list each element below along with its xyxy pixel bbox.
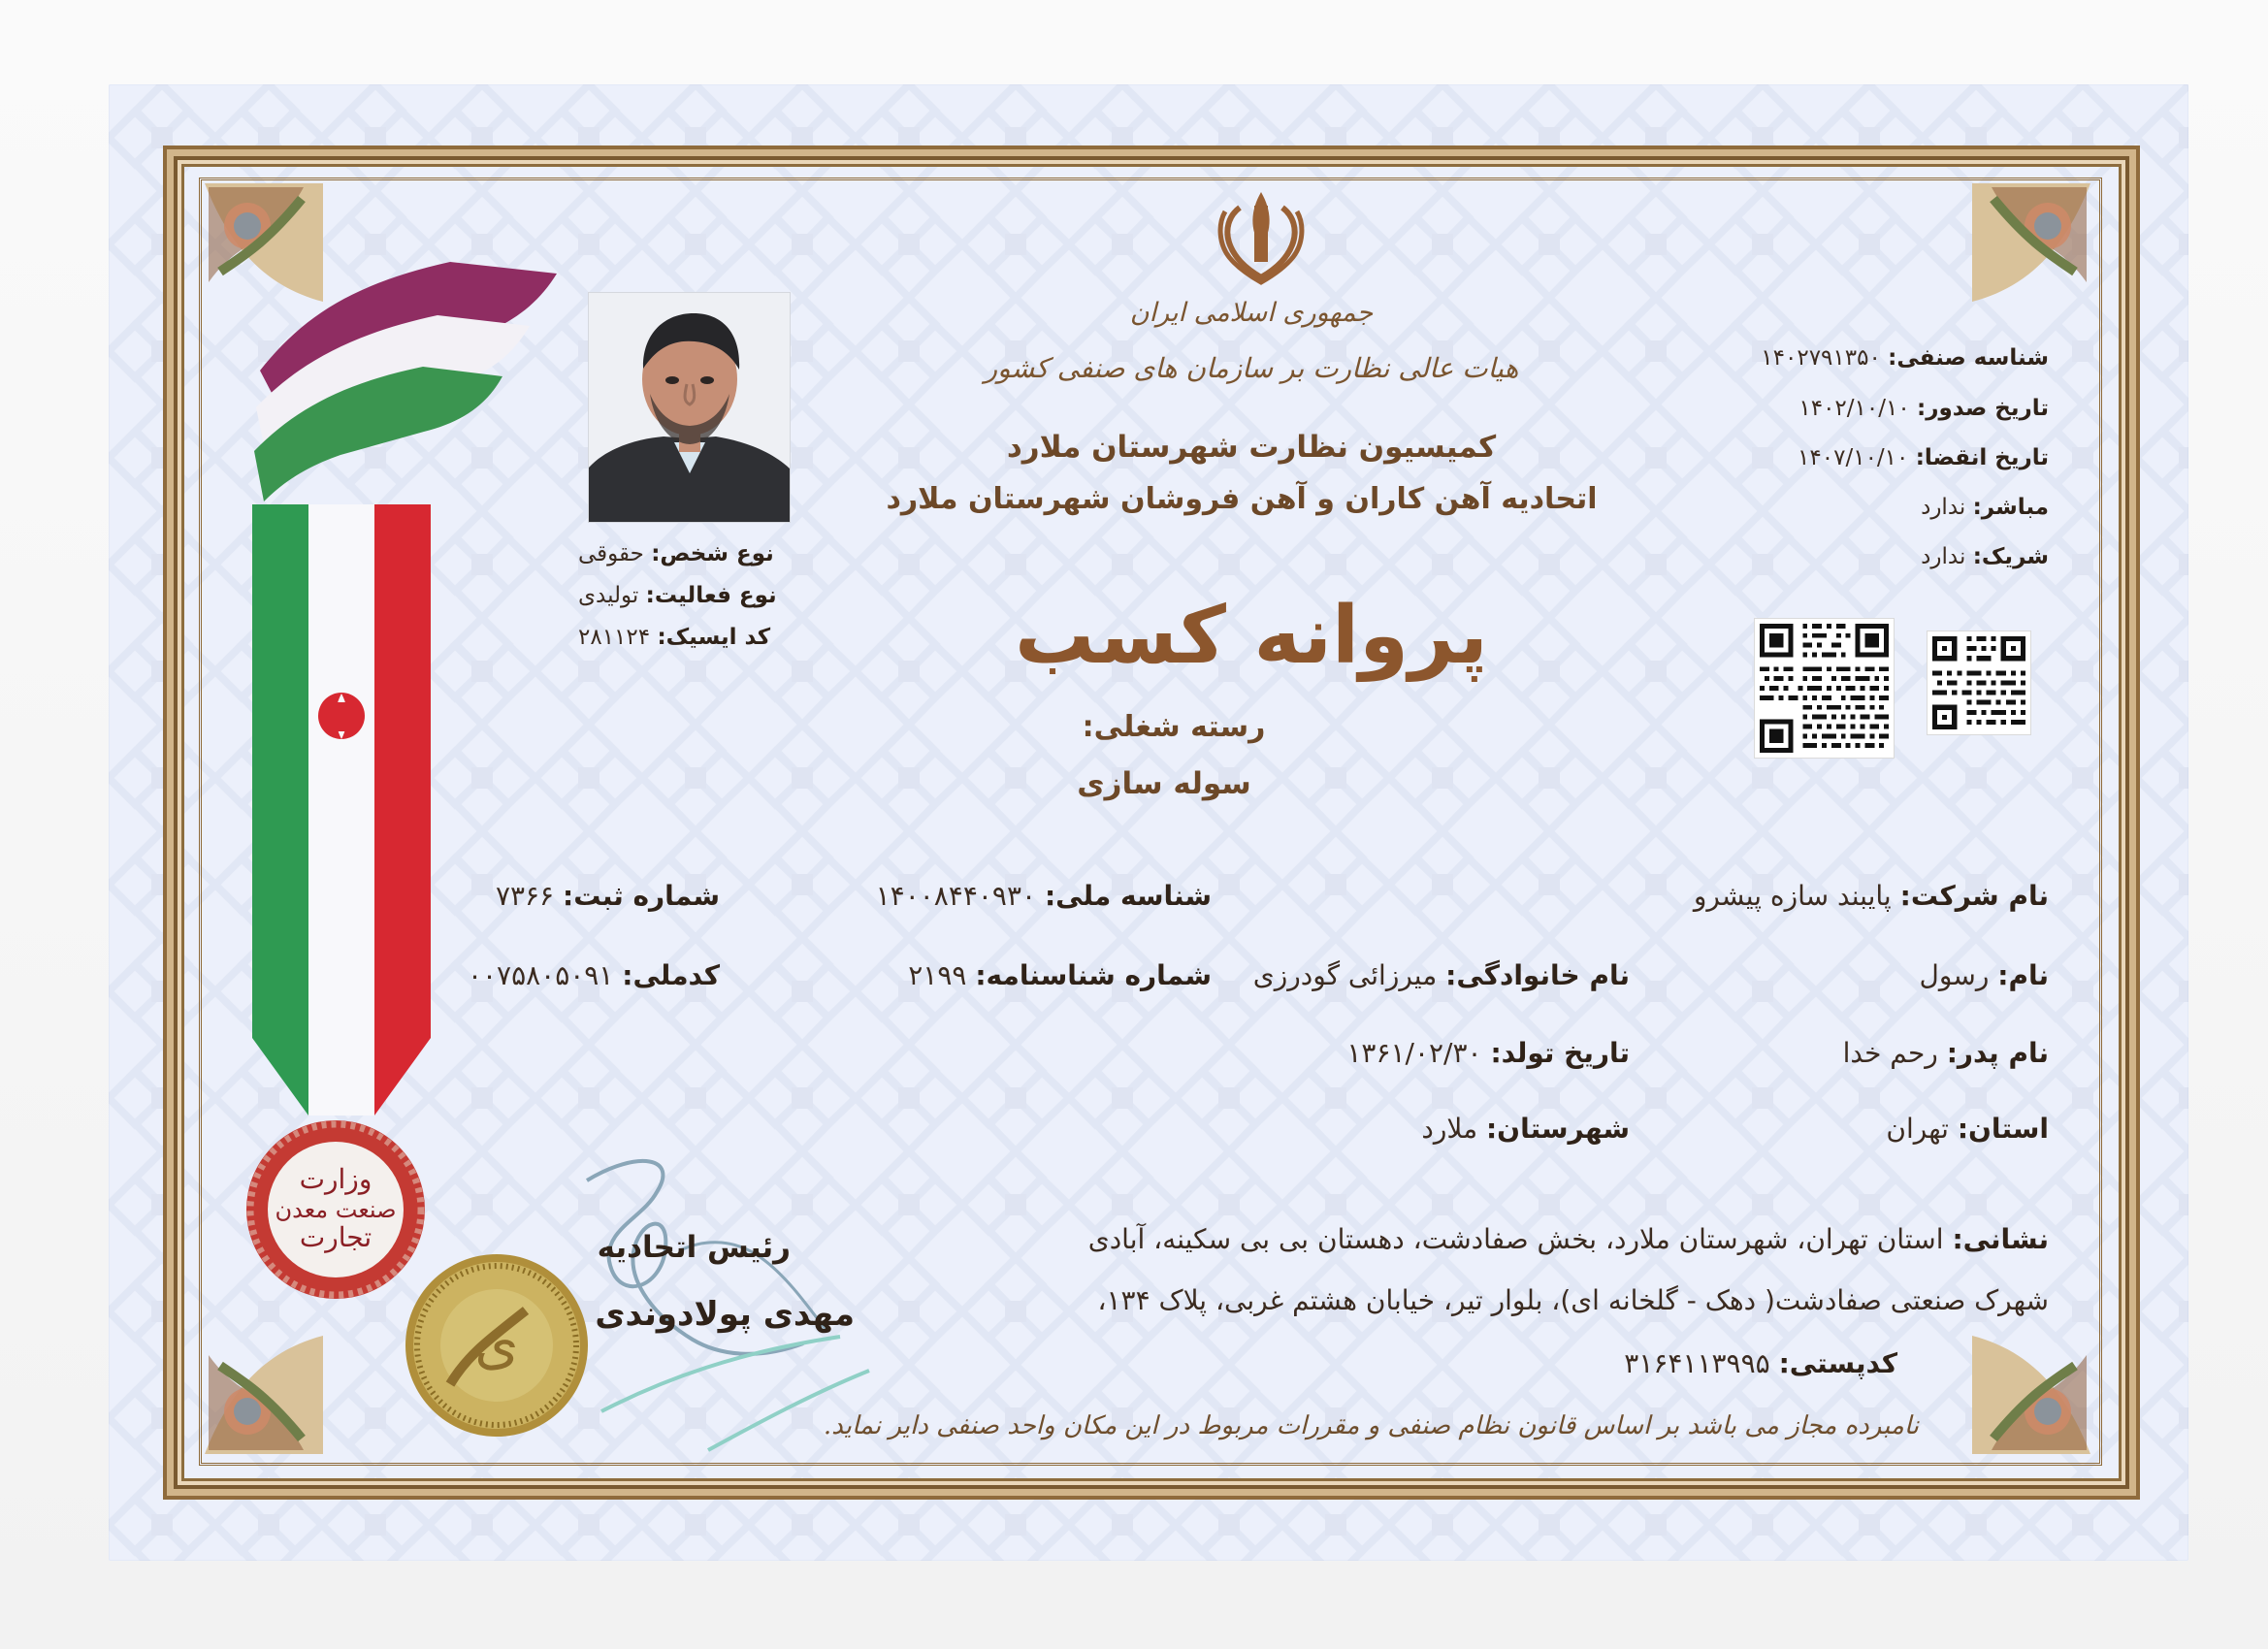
partner-row (1921, 546, 2049, 568)
issue-date-label: تاریخ صدور: (1917, 396, 2049, 421)
family-name-row (1252, 959, 1630, 991)
birth-certificate-number-value: ۲۱۹۹ (908, 959, 967, 991)
national-code-label: کدملی: (622, 959, 720, 991)
postal-code-value: ۳۱۶۴۱۱۳۹۹۵ (1624, 1347, 1770, 1379)
bottom-left-ornament-icon (201, 1332, 327, 1458)
birth-date-value: ۱۳۶۱/۰۲/۳۰ (1346, 1037, 1482, 1069)
city-row (1421, 1113, 1630, 1145)
expiry-date-value: ۱۴۰۷/۱۰/۱۰ (1798, 445, 1909, 470)
national-code-value: ۰۰۷۵۸۰۵۰۹۱ (467, 959, 614, 991)
commission-title: کمیسیون نظارت شهرستان ملارد (1006, 430, 1497, 465)
top-right-ornament-icon (1968, 179, 2094, 306)
isic-code-value: ۲۸۱۱۲۴ (578, 625, 651, 650)
birth-certificate-number-label: شماره شناسنامه: (975, 959, 1212, 991)
iran-emblem-icon (1217, 192, 1305, 287)
address-line-1 (1001, 1209, 2049, 1270)
national-id-row (875, 880, 1212, 912)
national-code-row (467, 959, 720, 991)
registration-number-row (495, 880, 720, 912)
supervision-title: هیات عالی نظارت بر سازمان های صنفی کشور (984, 352, 1519, 384)
trade-id-value: ۱۴۰۲۷۹۱۳۵۰ (1761, 345, 1881, 371)
birth-date-label: تاریخ تولد: (1490, 1037, 1630, 1069)
company-name-value: پایبند سازه پیشرو (1693, 880, 1892, 912)
manager-label: مباشر: (1972, 495, 2049, 520)
iran-flag-ribbon (237, 262, 565, 1135)
expiry-date-label: تاریخ انقضا: (1915, 445, 2049, 470)
province-value: تهران (1886, 1113, 1949, 1145)
large-qr-code-icon (1754, 618, 1895, 759)
activity-type-row (578, 585, 777, 607)
footer-note: نامبرده مجاز می باشد بر اساس قانون نظام صنفی و مقررات مربوط در این مکان واحد صنفی دایر نماید. (823, 1411, 1919, 1440)
person-type-value: حقوقی (578, 541, 644, 566)
city-label: شهرستان: (1485, 1113, 1630, 1145)
address-label: نشانی: (1952, 1223, 2049, 1255)
republic-title: جمهوری اسلامی ایران (1129, 298, 1374, 328)
activity-type-label: نوع فعالیت: (645, 583, 777, 608)
father-name-value: رحم خدا (1842, 1037, 1938, 1069)
svg-text:تجارت: تجارت (299, 1221, 373, 1253)
manager-row (1921, 497, 2049, 519)
issue-date-row (1798, 398, 2049, 420)
birth-date-row (1346, 1037, 1630, 1069)
person-photo (588, 292, 791, 523)
person-photo-image (589, 293, 790, 522)
isic-code-row (578, 627, 770, 649)
partner-value: ندارد (1921, 544, 1966, 569)
certificate-title: پروانه کسب (1015, 590, 1488, 682)
manager-value: ندارد (1921, 495, 1966, 520)
svg-text:وزارت: وزارت (299, 1163, 373, 1195)
union-title: اتحادیه آهن کاران و آهن فروشان شهرستان ملارد (886, 482, 1598, 516)
father-name-row (1842, 1037, 2049, 1069)
first-name-value: رسول (1919, 959, 1990, 991)
partner-label: شریک: (1972, 544, 2049, 569)
trade-id-row (1761, 347, 2049, 370)
city-value: ملارد (1421, 1113, 1478, 1145)
family-name-label: نام خانوادگی: (1445, 959, 1630, 991)
issue-date-value: ۱۴۰۲/۱۰/۱۰ (1798, 396, 1910, 421)
father-name-label: نام پدر: (1946, 1037, 2049, 1069)
postal-code-row (1624, 1347, 1897, 1379)
address-line-1-value: استان تهران، شهرستان ملارد، بخش صفادشت، دهستان بی بی سکینه، آبادی (1087, 1223, 1944, 1255)
president-title: رئیس اتحادیه (597, 1230, 791, 1265)
svg-text:صنعت معدن: صنعت معدن (275, 1196, 397, 1223)
address-block (1001, 1209, 2049, 1331)
province-row (1886, 1113, 2049, 1145)
birth-certificate-number-row (908, 959, 1212, 991)
person-type-row (578, 543, 774, 566)
activity-type-value: تولیدی (578, 583, 639, 608)
registration-number-label: شماره ثبت: (563, 880, 720, 912)
bottom-right-ornament-icon (1968, 1332, 2094, 1458)
small-qr-code-icon (1927, 630, 2031, 735)
trade-id-label: شناسه صنفی: (1888, 345, 2049, 371)
svg-text:ی: ی (474, 1310, 519, 1376)
job-label: رسته شغلی: (1082, 710, 1266, 744)
address-line-2: شهرک صنعتی صفادشت( دهک - گلخانه ای)، بلوار تیر، خیابان هشتم غربی، پلاک ۱۳۴، (1097, 1284, 2049, 1316)
isic-code-label: کد ایسیک: (657, 625, 771, 650)
registration-number-value: ۷۳۶۶ (495, 880, 555, 912)
president-name: مهدی پولادوندی (595, 1295, 855, 1334)
family-name-value: میرزائی گودرزی (1252, 959, 1438, 991)
company-name-row (1693, 880, 2049, 912)
province-label: استان: (1957, 1113, 2049, 1145)
first-name-label: نام: (1997, 959, 2049, 991)
person-type-label: نوع شخص: (651, 541, 774, 566)
company-name-label: نام شرکت: (1899, 880, 2049, 912)
postal-code-label: کدپستی: (1778, 1347, 1897, 1379)
expiry-date-row (1798, 447, 2049, 469)
job-value: سوله سازی (1077, 766, 1251, 801)
first-name-row (1919, 959, 2049, 991)
national-id-value: ۱۴۰۰۸۴۴۰۹۳۰ (875, 880, 1037, 912)
national-id-label: شناسه ملی: (1044, 880, 1212, 912)
